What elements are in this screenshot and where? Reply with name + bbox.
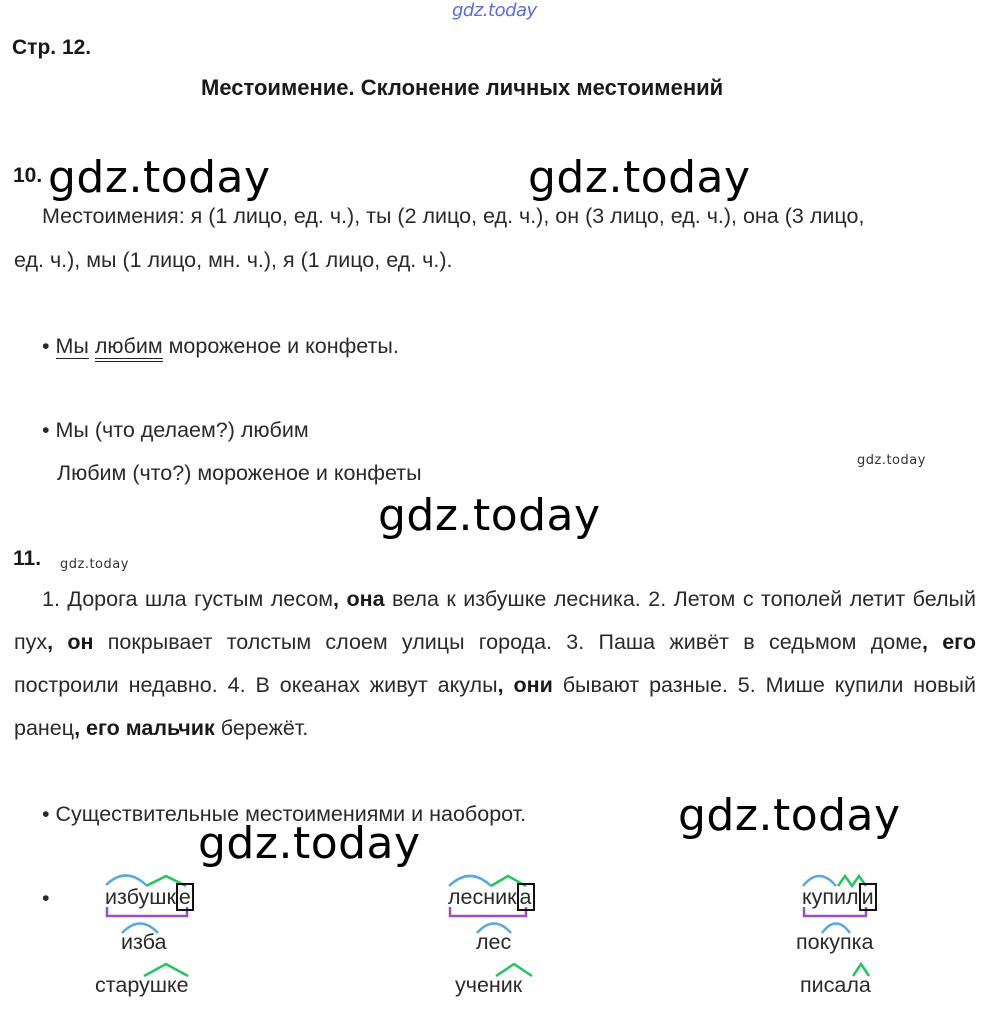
- section-title: Местоимение. Склонение личных местоимений: [201, 75, 724, 100]
- text-fragment: покрывает толстым слоем улицы города. 3. Паша живёт в седьмом доме: [93, 630, 922, 654]
- bullet: •: [42, 886, 50, 910]
- text-fragment: 1. Дорога шла густым лесом: [42, 587, 333, 611]
- root-arc: [106, 876, 146, 886]
- morph-word: [105, 885, 194, 910]
- watermark-top: gdz.today: [452, 0, 537, 21]
- text-fragment: бывают разные. 5. Мише купили новый ранец: [14, 673, 976, 740]
- word-ending: и: [859, 883, 877, 911]
- bold-pronoun: , его мальчик: [74, 716, 215, 740]
- watermark-small: gdz.today: [60, 557, 129, 572]
- related-word: писала: [800, 973, 871, 997]
- word-ending: а: [517, 883, 535, 911]
- word-base: купил: [802, 885, 859, 909]
- subject-underlined: Мы: [55, 334, 89, 358]
- watermark: gdz.today: [378, 490, 601, 541]
- bold-pronoun: , он: [47, 630, 94, 654]
- bold-pronoun: , она: [333, 587, 385, 611]
- page-label: Стр. 12.: [12, 36, 92, 59]
- watermark: gdz.today: [678, 790, 901, 841]
- ex10-line2: ед. ч.), мы (1 лицо, мн. ч.), я (1 лицо, ед. ч.).: [14, 248, 453, 272]
- text-fragment: бережёт.: [214, 716, 309, 740]
- sentence-rest: мороженое и конфеты.: [168, 334, 399, 358]
- bullet: •: [42, 334, 50, 358]
- text-fragment: вела к избушке лесника. 2. Летом с тополей летит белый пух: [14, 587, 977, 654]
- bullet: •: [42, 418, 50, 442]
- watermark: gdz.today: [198, 818, 421, 869]
- bold-pronoun: , они: [497, 673, 553, 697]
- exercise-number: 10.: [13, 164, 43, 187]
- watermark: gdz.today: [48, 152, 271, 203]
- question-line: Мы (что делаем?) любим: [55, 418, 309, 442]
- word-base: лесник: [448, 885, 517, 909]
- exercise-number: 11.: [13, 547, 42, 570]
- ex11-bullet1: • Существительные местоимениями и наоборот.: [42, 802, 527, 826]
- related-word: старушке: [95, 973, 189, 997]
- related-word: покупка: [796, 930, 874, 954]
- question-line-2: Любим (что?) мороженое и конфеты: [57, 461, 422, 485]
- watermark-small: gdz.today: [857, 453, 926, 468]
- related-word: изба: [121, 930, 167, 954]
- bold-pronoun: , его: [921, 630, 976, 654]
- morph-word: [802, 885, 877, 910]
- ex10-line1: Местоимения: я (1 лицо, ед. ч.), ты (2 лицо, ед. ч.), он (3 лицо, ед. ч.), она (3 лицо,: [42, 204, 865, 228]
- related-word: лес: [476, 930, 512, 954]
- word-ending: е: [176, 883, 194, 911]
- word-base: избушк: [105, 885, 176, 909]
- watermark: gdz.today: [528, 152, 751, 203]
- related-word: ученик: [455, 973, 523, 997]
- text-fragment: построили недавно. 4. В океанах живут акулы: [14, 673, 498, 697]
- predicate-underlined: любим: [95, 334, 163, 362]
- morph-word: [448, 885, 535, 910]
